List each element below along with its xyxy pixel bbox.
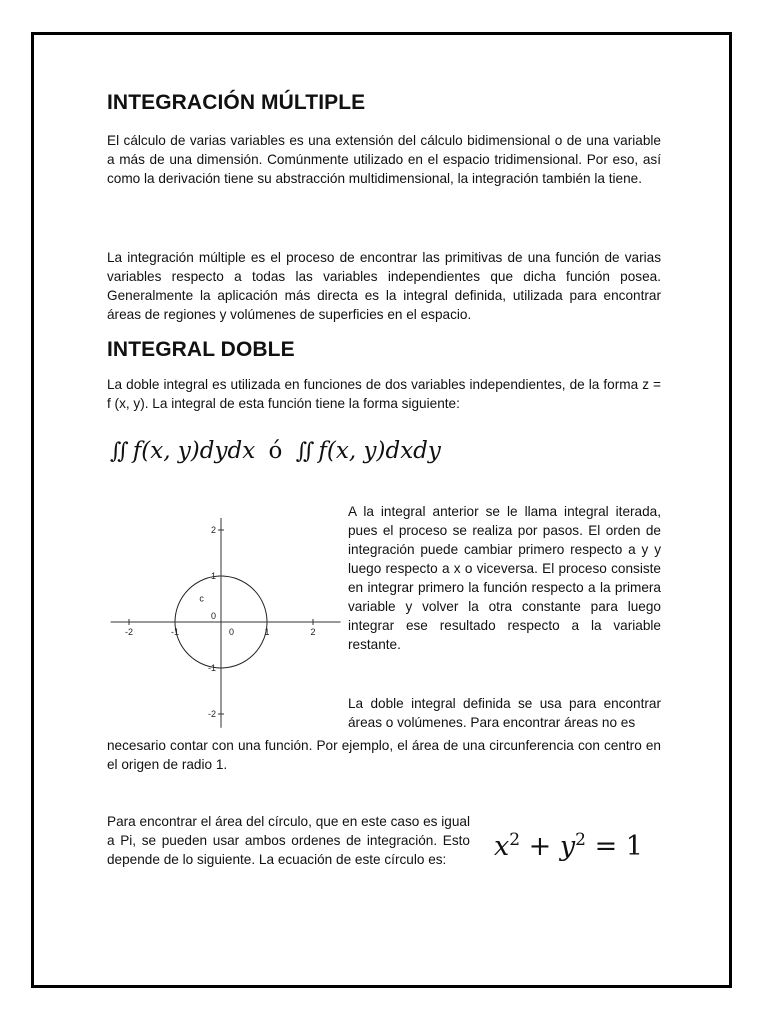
paragraph-area-circunferencia: necesario contar con una función. Por ejemplo, el área de una circunferencia con centro en el origen de radio 1. (107, 738, 661, 772)
formula-connector: ó (268, 438, 283, 464)
paragraph-areas-volumenes: La doble integral definida se usa para encontrar áreas o volúmenes. Para encontrar áreas no es (348, 696, 661, 730)
heading-integral-doble: INTEGRAL DOBLE (107, 338, 295, 361)
x-tick-label-zero: 0 (229, 627, 235, 637)
paragraph-doble-integral: La doble integral es utilizada en funciones de dos variables independientes, de la forma z = f (x, y). La integral de esta función tiene la forma siguiente: (107, 377, 661, 411)
double-integral-formulas (110, 438, 441, 464)
double-integral-sign: ∬ (110, 439, 129, 464)
x-tick-label: -1 (170, 627, 180, 637)
x-tick-label: 1 (264, 627, 270, 637)
paragraph-intro: El cálculo de varias variables es una extensión del cálculo bidimensional o de una variable a más de una dimensión. Comúnmente utilizado en el espacio tridimensional. Por eso, así como la derivación tiene su abstracción multidimensional, la integración también la tiene. (107, 133, 661, 186)
y-tick-label: 1 (210, 571, 216, 581)
double-integral-sign: ∬ (295, 439, 315, 464)
paragraph-integral-iterada: A la integral anterior se le llama integral iterada, pues el proceso se realiza por pasos. El orden de integración puede cambiar primero respecto a y y luego respecto a x o viceversa. El proceso consiste en integrar primero la función respecto a la primera variable y volver la otra constante para luego integrar ese resultado respecto a la variable restante. (348, 504, 661, 652)
x-tick-label: -2 (124, 627, 134, 637)
circle-graph (104, 518, 344, 728)
integral-dydx: f(x, y)dydx (132, 438, 256, 464)
eq-equals-one: = 1 (594, 831, 643, 862)
paragraph-integracion-multiple: La integración múltiple es el proceso de encontrar las primitivas de una función de varias variables respecto a todas las variables independientes que dicha función posea. Generalmente la aplicación más directa es la integral definida, utilizada para encontrar áreas de regiones y volúmenes de superficies en el espacio. (107, 250, 661, 322)
eq-exp-x: 2 (509, 830, 521, 850)
x-tick-label: 2 (310, 627, 316, 637)
circle-equation (494, 830, 643, 862)
integral-dxdy: f(x, y)dxdy (318, 438, 441, 464)
eq-plus: + (528, 831, 552, 862)
curve-label: c (199, 593, 204, 604)
eq-exp-y: 2 (575, 830, 586, 850)
eq-var-y: y (559, 831, 576, 862)
paragraph-area-circulo: Para encontrar el área del círculo, que en este caso es igual a Pi, se pueden usar ambos ordenes de integración. Esto depende de lo siguiente. La ecuación de este círculo es: (107, 814, 470, 867)
y-tick-label-zero: 0 (210, 611, 216, 621)
y-tick-label: 2 (210, 525, 216, 535)
heading-integracion-multiple: INTEGRACIÓN MÚLTIPLE (107, 91, 366, 114)
y-tick-label: -1 (207, 663, 216, 673)
y-tick-label: -2 (207, 709, 216, 719)
eq-var-x: x (494, 831, 510, 862)
